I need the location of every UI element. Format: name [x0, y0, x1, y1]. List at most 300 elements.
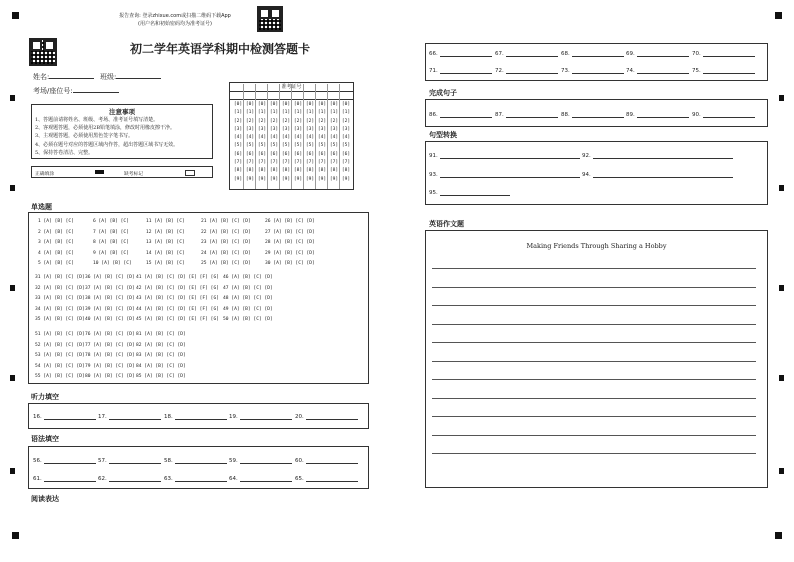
student-qr-code — [29, 38, 57, 66]
digit-bubble[interactable]: [2] — [233, 118, 243, 124]
digit-bubble[interactable]: [2] — [245, 118, 255, 124]
reading-heading: 阅读表达 — [31, 495, 59, 503]
column-divider — [255, 84, 256, 189]
choice-item[interactable]: 15 [A] [B] [C] — [146, 261, 185, 266]
digit-bubble[interactable]: [3] — [233, 126, 243, 132]
digit-bubble[interactable]: [6] — [341, 151, 351, 157]
choice-item[interactable]: 48 [A] [B] [C] [D] — [223, 296, 273, 301]
answer-blank[interactable] — [229, 457, 292, 464]
digit-bubble[interactable]: [4] — [317, 135, 327, 141]
digit-bubble[interactable]: [2] — [257, 118, 267, 124]
question-number: 18. — [164, 414, 173, 420]
digit-bubble[interactable]: [1] — [257, 110, 267, 116]
digit-bubble[interactable]: [8] — [317, 168, 327, 174]
digit-bubble[interactable]: [8] — [245, 168, 255, 174]
answer-line[interactable] — [572, 50, 624, 57]
digit-bubble[interactable]: [2] — [317, 118, 327, 124]
writing-line[interactable] — [432, 379, 756, 380]
digit-bubble[interactable]: [2] — [281, 118, 291, 124]
notes-item: 2、客观题答题，必须使用2B铅笔填涂，修改时用橡皮擦干净。 — [35, 125, 176, 132]
digit-bubble[interactable]: [8] — [293, 168, 303, 174]
question-number: 61. — [33, 476, 42, 482]
digit-bubble[interactable]: [7] — [269, 160, 279, 166]
choice-item[interactable]: 8 [A] [B] [C] — [93, 240, 129, 245]
choice-item[interactable]: 11 [A] [B] [C] — [146, 219, 185, 224]
digit-bubble[interactable]: [1] — [293, 110, 303, 116]
choice-item[interactable]: 43 [A] [B] [C] [D] [E] [F] [G] — [136, 296, 219, 301]
choice-item[interactable]: 84 [A] [B] [C] [D] — [136, 363, 186, 369]
answer-line[interactable] — [703, 50, 755, 57]
answer-line[interactable] — [637, 111, 689, 118]
digit-bubble[interactable]: [1] — [281, 110, 291, 116]
answer-blank[interactable] — [582, 152, 733, 159]
digit-bubble[interactable]: [3] — [269, 126, 279, 132]
digit-bubble[interactable]: [7] — [305, 160, 315, 166]
answer-blank[interactable] — [429, 189, 510, 196]
report-notice-line1: 报告查询: 登录zhixue.com或扫描二维码下载App — [119, 13, 231, 19]
digit-bubble[interactable]: [3] — [305, 126, 315, 132]
answer-line[interactable] — [440, 111, 492, 118]
answer-blank[interactable] — [229, 413, 292, 420]
digit-bubble[interactable]: [3] — [281, 126, 291, 132]
digit-bubble[interactable]: [5] — [257, 143, 267, 149]
answer-blank[interactable] — [495, 111, 558, 118]
choice-item[interactable]: 54 [A] [B] [C] [D] — [35, 363, 85, 369]
absent-mark-box[interactable] — [185, 170, 195, 176]
digit-bubble[interactable]: [4] — [281, 135, 291, 141]
question-number: 89. — [626, 112, 635, 118]
digit-bubble[interactable]: [1] — [269, 110, 279, 116]
choice-item[interactable]: 10 [A] [B] [C] — [93, 261, 132, 266]
column-divider — [315, 84, 316, 189]
digit-bubble[interactable]: [0] — [233, 102, 243, 107]
digit-bubble[interactable]: [7] — [257, 160, 267, 166]
digit-bubble[interactable]: [1] — [341, 110, 351, 116]
name-field[interactable] — [33, 72, 94, 82]
digit-bubble[interactable]: [5] — [329, 143, 339, 149]
digit-bubble[interactable]: [6] — [329, 151, 339, 157]
completion-heading: 完成句子 — [429, 89, 457, 97]
digit-bubble[interactable]: [4] — [257, 135, 267, 141]
choice-item[interactable]: 49 [A] [B] [C] [D] — [223, 306, 273, 312]
answer-blank[interactable] — [692, 111, 755, 118]
digit-bubble[interactable]: [1] — [245, 110, 255, 116]
question-number: 69. — [626, 51, 635, 57]
answer-line[interactable] — [637, 50, 689, 57]
digit-bubble[interactable]: [8] — [233, 168, 243, 174]
digit-bubble[interactable]: [0] — [293, 102, 303, 107]
digit-bubble[interactable]: [2] — [341, 118, 351, 124]
choice-item[interactable]: 34 [A] [B] [C] [D] — [35, 306, 85, 312]
digit-bubble[interactable]: [4] — [329, 135, 339, 141]
choice-item[interactable]: 2 [A] [B] [C] — [38, 229, 74, 235]
digit-bubble[interactable]: [5] — [269, 143, 279, 149]
digit-bubble[interactable]: [7] — [329, 160, 339, 166]
digit-bubble[interactable]: [6] — [233, 151, 243, 157]
writing-heading: 英语作文题 — [429, 220, 464, 228]
answer-blank[interactable] — [33, 475, 96, 482]
timing-mark — [779, 185, 784, 191]
choice-item[interactable]: 36 [A] [B] [C] [D] — [85, 275, 135, 280]
answer-blank[interactable] — [429, 50, 492, 57]
digit-bubble[interactable]: [6] — [293, 151, 303, 157]
digit-bubble[interactable]: [1] — [329, 110, 339, 116]
timing-mark — [779, 285, 784, 291]
choice-item[interactable]: 78 [A] [B] [C] [D] — [85, 353, 135, 358]
digit-bubble[interactable]: [2] — [329, 118, 339, 124]
seat-label: 考场/座位号: — [33, 87, 73, 95]
choice-item[interactable]: 26 [A] [B] [C] [D] — [265, 219, 315, 224]
digit-bubble[interactable]: [7] — [293, 160, 303, 166]
choice-item[interactable]: 30 [A] [B] [C] [D] — [265, 261, 315, 266]
choice-item[interactable]: 79 [A] [B] [C] [D] — [85, 363, 135, 369]
answer-line[interactable] — [44, 413, 96, 420]
answer-line[interactable] — [506, 50, 558, 57]
registration-mark — [775, 12, 782, 19]
choice-item[interactable]: 24 [A] [B] [C] [D] — [201, 250, 251, 256]
writing-line[interactable] — [432, 398, 756, 399]
digit-bubble[interactable]: [3] — [293, 126, 303, 132]
answer-blank[interactable] — [429, 171, 580, 178]
digit-bubble[interactable]: [4] — [245, 135, 255, 141]
digit-bubble[interactable]: [9] — [245, 176, 255, 182]
answer-blank[interactable] — [295, 475, 358, 482]
question-number: 91. — [429, 153, 438, 159]
digit-bubble[interactable]: [7] — [317, 160, 327, 166]
answer-line[interactable] — [175, 475, 227, 482]
digit-bubble[interactable]: [0] — [257, 102, 267, 107]
writing-line[interactable] — [432, 435, 756, 436]
choice-item[interactable]: 55 [A] [B] [C] [D] — [35, 374, 85, 379]
grammar-box — [28, 446, 369, 489]
answer-blank[interactable] — [33, 457, 96, 464]
digit-bubble[interactable]: [3] — [317, 126, 327, 132]
answer-blank[interactable] — [626, 67, 689, 74]
digit-bubble[interactable]: [2] — [293, 118, 303, 124]
digit-bubble[interactable]: [8] — [269, 168, 279, 174]
digit-bubble[interactable]: [8] — [281, 168, 291, 174]
answer-blank[interactable] — [692, 67, 755, 74]
choice-item[interactable]: 41 [A] [B] [C] [D] [E] [F] [G] — [136, 275, 219, 280]
answer-blank[interactable] — [164, 457, 227, 464]
answer-blank[interactable] — [561, 67, 624, 74]
digit-bubble[interactable]: [7] — [341, 160, 351, 166]
answer-line[interactable] — [109, 457, 161, 464]
digit-bubble[interactable]: [8] — [329, 168, 339, 174]
writing-line[interactable] — [432, 342, 756, 343]
choice-item[interactable]: 47 [A] [B] [C] [D] — [223, 285, 273, 291]
exam-id-label: 准考证号 — [230, 83, 353, 92]
digit-bubble[interactable]: [5] — [293, 143, 303, 149]
choice-item[interactable]: 14 [A] [B] [C] — [146, 250, 185, 256]
digit-bubble[interactable]: [4] — [233, 135, 243, 141]
choice-item[interactable]: 33 [A] [B] [C] [D] — [35, 296, 85, 301]
answer-blank[interactable] — [164, 475, 227, 482]
choice-item[interactable]: 45 [A] [B] [C] [D] [E] [F] [G] — [136, 317, 219, 322]
choice-item[interactable]: 29 [A] [B] [C] [D] — [265, 250, 315, 256]
column-divider — [339, 84, 340, 189]
choice-item[interactable]: 83 [A] [B] [C] [D] — [136, 353, 186, 358]
answer-blank[interactable] — [495, 50, 558, 57]
choice-item[interactable]: 53 [A] [B] [C] [D] — [35, 353, 85, 358]
choice-item[interactable]: 12 [A] [B] [C] — [146, 229, 185, 235]
answer-line[interactable] — [240, 475, 292, 482]
choice-item[interactable]: 13 [A] [B] [C] — [146, 240, 185, 245]
question-number: 20. — [295, 414, 304, 420]
answer-blank[interactable] — [229, 475, 292, 482]
digit-bubble[interactable]: [9] — [233, 176, 243, 182]
digit-bubble[interactable]: [8] — [305, 168, 315, 174]
digit-bubble[interactable]: [5] — [245, 143, 255, 149]
answer-line[interactable] — [240, 413, 292, 420]
question-number: 68. — [561, 51, 570, 57]
question-number: 64. — [229, 476, 238, 482]
answer-line[interactable] — [572, 111, 624, 118]
answer-line[interactable] — [440, 67, 492, 74]
digit-bubble[interactable]: [9] — [269, 176, 279, 182]
answer-line[interactable] — [440, 171, 580, 178]
digit-bubble[interactable]: [9] — [305, 176, 315, 182]
digit-bubble[interactable]: [3] — [257, 126, 267, 132]
question-number: 86. — [429, 112, 438, 118]
writing-line[interactable] — [432, 268, 756, 269]
choice-item[interactable]: 3 [A] [B] [C] — [38, 240, 74, 245]
answer-line[interactable] — [593, 152, 733, 159]
digit-bubble[interactable]: [4] — [269, 135, 279, 141]
answer-line[interactable] — [109, 475, 161, 482]
app-qr-code — [257, 6, 283, 32]
choice-item[interactable]: 50 [A] [B] [C] [D] — [223, 317, 273, 322]
digit-bubble[interactable]: [9] — [341, 176, 351, 182]
question-number: 93. — [429, 172, 438, 178]
answer-blank[interactable] — [164, 413, 227, 420]
choice-item[interactable]: 85 [A] [B] [C] [D] — [136, 374, 186, 379]
digit-bubble[interactable]: [1] — [317, 110, 327, 116]
transform-heading: 句型转换 — [429, 131, 457, 139]
answer-line[interactable] — [440, 152, 580, 159]
choice-item[interactable]: 77 [A] [B] [C] [D] — [85, 342, 135, 348]
digit-bubble[interactable]: [5] — [317, 143, 327, 149]
digit-bubble[interactable]: [0] — [341, 102, 351, 107]
name-label: 姓名: — [33, 73, 50, 81]
answer-line[interactable] — [306, 475, 358, 482]
digit-bubble[interactable]: [3] — [341, 126, 351, 132]
choice-item[interactable]: 25 [A] [B] [C] [D] — [201, 261, 251, 266]
answer-line[interactable] — [44, 457, 96, 464]
digit-bubble[interactable]: [8] — [341, 168, 351, 174]
answer-line[interactable] — [637, 67, 689, 74]
timing-mark — [779, 468, 784, 474]
digit-bubble[interactable]: [1] — [305, 110, 315, 116]
digit-bubble[interactable]: [4] — [305, 135, 315, 141]
choice-item[interactable]: 40 [A] [B] [C] [D] — [85, 317, 135, 322]
choice-item[interactable]: 46 [A] [B] [C] [D] — [223, 275, 273, 280]
answer-line[interactable] — [109, 413, 161, 420]
digit-bubble[interactable]: [8] — [257, 168, 267, 174]
answer-blank[interactable] — [429, 67, 492, 74]
choice-item[interactable]: 4 [A] [B] [C] — [38, 250, 74, 256]
choice-item[interactable]: 9 [A] [B] [C] — [93, 250, 129, 256]
digit-bubble[interactable]: [6] — [281, 151, 291, 157]
choice-item[interactable]: 39 [A] [B] [C] [D] — [85, 306, 135, 312]
notes-list — [32, 116, 212, 157]
digit-bubble[interactable]: [3] — [245, 126, 255, 132]
answer-blank[interactable] — [692, 50, 755, 57]
choice-item[interactable]: 32 [A] [B] [C] [D] — [35, 285, 85, 291]
choice-item[interactable]: 21 [A] [B] [C] [D] — [201, 219, 251, 224]
digit-bubble[interactable]: [7] — [233, 160, 243, 166]
answer-blank[interactable] — [33, 413, 96, 420]
digit-bubble[interactable]: [9] — [257, 176, 267, 182]
answer-blank[interactable] — [98, 413, 161, 420]
question-number: 17. — [98, 414, 107, 420]
digit-bubble[interactable]: [5] — [305, 143, 315, 149]
seat-field[interactable] — [33, 86, 119, 96]
writing-line[interactable] — [432, 324, 756, 325]
exam-id-digit-column[interactable] — [340, 101, 352, 184]
digit-bubble[interactable]: [9] — [281, 176, 291, 182]
digit-bubble[interactable]: [2] — [269, 118, 279, 124]
writing-line[interactable] — [432, 287, 756, 288]
question-number: 56. — [33, 458, 42, 464]
listening-heading: 听力填空 — [31, 393, 59, 401]
answer-line[interactable] — [593, 171, 733, 178]
digit-bubble[interactable]: [0] — [329, 102, 339, 107]
choice-item[interactable]: 76 [A] [B] [C] [D] — [85, 332, 135, 337]
answer-blank[interactable] — [98, 475, 161, 482]
digit-bubble[interactable]: [4] — [341, 135, 351, 141]
answer-blank[interactable] — [429, 111, 492, 118]
digit-bubble[interactable]: [5] — [281, 143, 291, 149]
timing-mark — [10, 468, 15, 474]
digit-bubble[interactable]: [6] — [305, 151, 315, 157]
choice-item[interactable]: 1 [A] [B] [C] — [38, 219, 74, 224]
answer-line[interactable] — [306, 413, 358, 420]
digit-bubble[interactable]: [6] — [257, 151, 267, 157]
answer-blank[interactable] — [561, 50, 624, 57]
choice-item[interactable]: 5 [A] [B] [C] — [38, 261, 74, 266]
answer-blank[interactable] — [626, 50, 689, 57]
answer-blank[interactable] — [582, 171, 733, 178]
answer-line[interactable] — [506, 67, 558, 74]
choice-item[interactable]: 35 [A] [B] [C] [D] — [35, 317, 85, 322]
digit-bubble[interactable]: [5] — [341, 143, 351, 149]
choice-item[interactable]: 51 [A] [B] [C] [D] — [35, 332, 85, 337]
writing-prompt: Making Friends Through Sharing a Hobby — [526, 242, 667, 250]
choice-item[interactable]: 37 [A] [B] [C] [D] — [85, 285, 135, 291]
digit-bubble[interactable]: [7] — [245, 160, 255, 166]
digit-bubble[interactable]: [6] — [245, 151, 255, 157]
answer-line[interactable] — [440, 50, 492, 57]
answer-line[interactable] — [703, 111, 755, 118]
digit-bubble[interactable]: [9] — [317, 176, 327, 182]
column-divider — [291, 84, 292, 189]
question-number: 57. — [98, 458, 107, 464]
digit-bubble[interactable]: [5] — [233, 143, 243, 149]
choice-item[interactable]: 23 [A] [B] [C] [D] — [201, 240, 251, 245]
notes-item: 1、答题前请将姓名、班级、考场、准考证号填写清楚。 — [35, 117, 159, 123]
digit-bubble[interactable]: [0] — [317, 102, 327, 107]
answer-line[interactable] — [240, 457, 292, 464]
answer-line[interactable] — [44, 475, 96, 482]
choice-item[interactable]: 82 [A] [B] [C] [D] — [136, 342, 186, 348]
answer-blank[interactable] — [626, 111, 689, 118]
question-number: 65. — [295, 476, 304, 482]
choice-item[interactable]: 80 [A] [B] [C] [D] — [85, 374, 135, 379]
writing-line[interactable] — [432, 453, 756, 454]
choice-item[interactable]: 52 [A] [B] [C] [D] — [35, 342, 85, 348]
choice-item[interactable]: 27 [A] [B] [C] [D] — [265, 229, 315, 235]
choice-item[interactable]: 28 [A] [B] [C] [D] — [265, 240, 315, 245]
digit-bubble[interactable]: [6] — [317, 151, 327, 157]
answer-blank[interactable] — [98, 457, 161, 464]
exam-id-bubbles[interactable] — [232, 100, 352, 190]
grammar-heading: 语法填空 — [31, 435, 59, 443]
digit-bubble[interactable]: [0] — [281, 102, 291, 107]
question-number: 94. — [582, 172, 591, 178]
digit-bubble[interactable]: [9] — [293, 176, 303, 182]
question-number: 90. — [692, 112, 701, 118]
choice-item[interactable]: 42 [A] [B] [C] [D] [E] [F] [G] — [136, 285, 219, 291]
writing-line[interactable] — [432, 361, 756, 362]
answer-line[interactable] — [506, 111, 558, 118]
question-number: 60. — [295, 458, 304, 464]
answer-blank[interactable] — [495, 67, 558, 74]
choice-item[interactable]: 6 [A] [B] [C] — [93, 219, 129, 224]
digit-bubble[interactable]: [4] — [293, 135, 303, 141]
digit-bubble[interactable]: [0] — [305, 102, 315, 107]
choice-item[interactable]: 38 [A] [B] [C] [D] — [85, 296, 135, 301]
writing-line[interactable] — [432, 416, 756, 417]
report-notice-line2: (用户名和初始密码均为准考证号) — [138, 21, 212, 27]
answer-blank[interactable] — [561, 111, 624, 118]
answer-line[interactable] — [572, 67, 624, 74]
correct-fill-sample — [95, 170, 104, 174]
answer-blank[interactable] — [295, 413, 358, 420]
digit-bubble[interactable]: [9] — [329, 176, 339, 182]
choice-item[interactable]: 81 [A] [B] [C] [D] — [136, 332, 186, 337]
answer-line[interactable] — [175, 413, 227, 420]
question-number: 70. — [692, 51, 701, 57]
digit-bubble[interactable]: [7] — [281, 160, 291, 166]
digit-bubble[interactable]: [6] — [269, 151, 279, 157]
choice-item[interactable]: 7 [A] [B] [C] — [93, 229, 129, 235]
answer-blank[interactable] — [429, 152, 580, 159]
digit-bubble[interactable]: [0] — [245, 102, 255, 107]
choice-item[interactable]: 44 [A] [B] [C] [D] [E] [F] [G] — [136, 306, 219, 312]
column-divider — [303, 84, 304, 189]
answer-line[interactable] — [703, 67, 755, 74]
choice-item[interactable]: 22 [A] [B] [C] [D] — [201, 229, 251, 235]
digit-bubble[interactable]: [3] — [329, 126, 339, 132]
registration-mark — [775, 532, 782, 539]
answer-line[interactable] — [175, 457, 227, 464]
answer-blank[interactable] — [295, 457, 358, 464]
digit-bubble[interactable]: [2] — [305, 118, 315, 124]
class-field[interactable] — [100, 72, 161, 82]
digit-bubble[interactable]: [1] — [233, 110, 243, 116]
choice-item[interactable]: 31 [A] [B] [C] [D] — [35, 275, 85, 280]
digit-bubble[interactable]: [0] — [269, 102, 279, 107]
answer-line[interactable] — [306, 457, 358, 464]
notes-item: 4、必须在题号对应的答题区域内作答，超出答题区域书写无效。 — [35, 141, 179, 148]
writing-line[interactable] — [432, 305, 756, 306]
answer-line[interactable] — [440, 189, 510, 196]
reading-box — [425, 43, 768, 81]
registration-mark — [12, 12, 19, 19]
notes-item: 5、保持答卷清洁、完整。 — [35, 149, 94, 156]
column-divider — [243, 84, 244, 189]
